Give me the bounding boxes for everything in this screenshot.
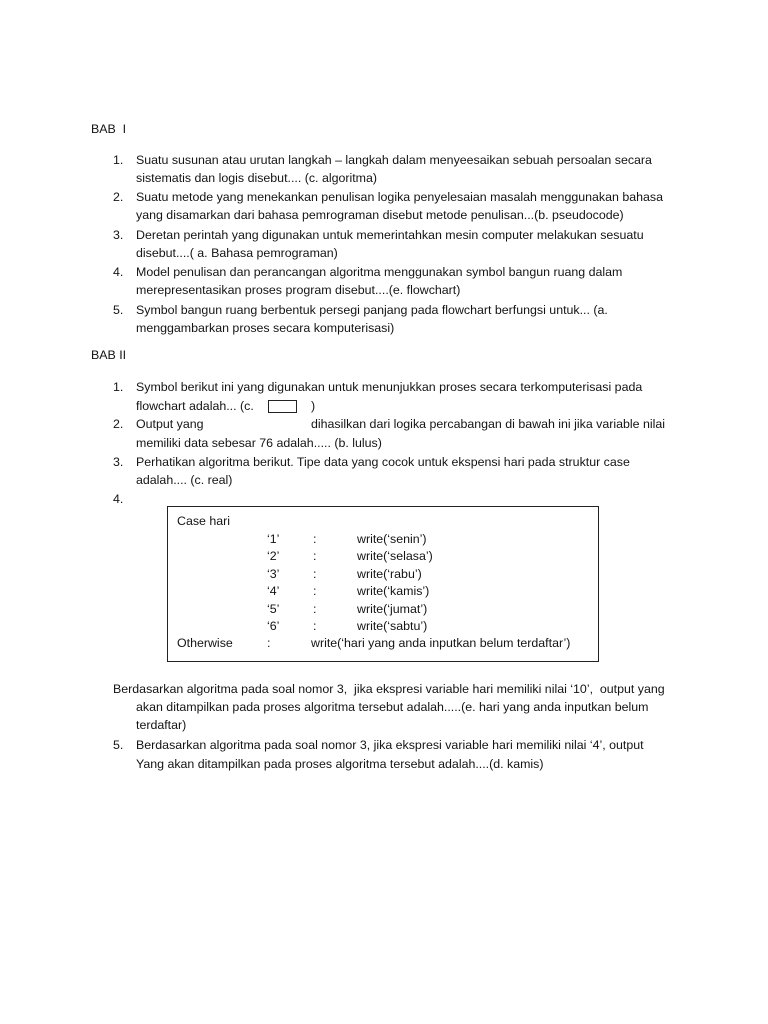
item-text-line: adalah.... (c. real) — [136, 473, 233, 487]
item-number: 4. — [113, 265, 124, 279]
case-key: ‘5’ — [267, 602, 280, 616]
item-number: 4. — [113, 492, 124, 506]
item-text-line: Symbol bangun ruang berbentuk persegi panjang pada flowchart berfungsi untuk... (a. — [136, 303, 608, 317]
case-action: write(‘rabu’) — [357, 567, 422, 581]
case-key: ‘6’ — [267, 619, 280, 633]
item-text-line: Perhatikan algoritma berikut. Tipe data yang cocok untuk ekspensi hari pada struktur case — [136, 455, 630, 469]
item-text-line: yang disamarkan dari bahasa pemrograman disebut metode penulisan...(b. pseudocode) — [136, 208, 624, 222]
item-number: 1. — [113, 380, 124, 394]
item-text-line: Suatu susunan atau urutan langkah – langkah dalam menyeesaikan sebuah persoalan secara — [136, 153, 652, 167]
paragraph-line: Berdasarkan algoritma pada soal nomor 3, jika ekspresi variable hari memiliki nilai ‘10’, output yang — [113, 682, 665, 696]
item-text-line: Symbol berikut ini yang digunakan untuk menunjukkan proses secara terkomputerisasi pada — [136, 380, 643, 394]
item-text-line: Suatu metode yang menekankan penulisan logika penyelesaian masalah menggunakan bahasa — [136, 190, 663, 204]
case-action: write(‘kamis’) — [357, 584, 430, 598]
case-action: write(‘jumat’) — [357, 602, 428, 616]
case-action: write(‘sabtu’) — [357, 619, 428, 633]
bab2-heading: BAB II — [91, 348, 127, 362]
item-number: 3. — [113, 455, 124, 469]
item-number: 2. — [113, 190, 124, 204]
item-number: 5. — [113, 303, 124, 317]
case-separator: : — [313, 532, 317, 546]
item-number: 1. — [113, 153, 124, 167]
case-key: ‘2’ — [267, 549, 280, 563]
paragraph-line: terdaftar) — [136, 718, 187, 732]
item-number: 3. — [113, 228, 124, 242]
item-text-line: menggambarkan proses secara komputerisasi) — [136, 321, 395, 335]
case-separator: : — [313, 584, 317, 598]
case-action: write(‘senin’) — [357, 532, 427, 546]
item-text-line: Berdasarkan algoritma pada soal nomor 3, jika ekspresi variable hari memiliki nilai ‘4’, output — [136, 738, 644, 752]
item-text-line: disebut....( a. Bahasa pemrograman) — [136, 246, 338, 260]
case-action: write(‘selasa’) — [357, 549, 433, 563]
case-key: ‘3’ — [267, 567, 280, 581]
item-text-line: flowchart adalah... (c. — [136, 399, 254, 413]
bab1-heading: BAB I — [91, 122, 127, 136]
item-text-line: sistematis dan logis disebut.... (c. algoritma) — [136, 171, 378, 185]
case-separator: : — [313, 602, 317, 616]
item-text-line: Model penulisan dan perancangan algoritma menggunakan symbol bangun ruang dalam — [136, 265, 623, 279]
case-header: Case hari — [177, 514, 231, 528]
item-text-line: ) — [311, 399, 316, 413]
process-rectangle-symbol — [268, 400, 297, 413]
case-key: ‘1’ — [267, 532, 280, 546]
item-text-line: memiliki data sebesar 76 adalah..... (b. lulus) — [136, 436, 382, 450]
case-separator: : — [313, 549, 317, 563]
case-key: ‘4’ — [267, 584, 280, 598]
otherwise-label: Otherwise — [177, 636, 233, 650]
case-separator: : — [267, 636, 271, 650]
otherwise-action: write(‘hari yang anda inputkan belum terdaftar’) — [311, 636, 571, 650]
paragraph-line: akan ditampilkan pada proses algoritma tersebut adalah.....(e. hari yang anda inputkan belum — [136, 700, 649, 714]
item-text-line: Deretan perintah yang digunakan untuk memerintahkan mesin computer melakukan sesuatu — [136, 228, 644, 242]
item-text-line: dihasilkan dari logika percabangan di bawah ini jika variable nilai — [311, 417, 666, 431]
item-text-line: Output yang — [136, 417, 204, 431]
case-separator: : — [313, 619, 317, 633]
item-text-line: merepresentasikan proses program disebut....(e. flowchart) — [136, 283, 461, 297]
item-number: 5. — [113, 738, 124, 752]
item-text-line: Yang akan ditampilkan pada proses algoritma tersebut adalah....(d. kamis) — [136, 757, 544, 771]
item-number: 2. — [113, 417, 124, 431]
case-separator: : — [313, 567, 317, 581]
